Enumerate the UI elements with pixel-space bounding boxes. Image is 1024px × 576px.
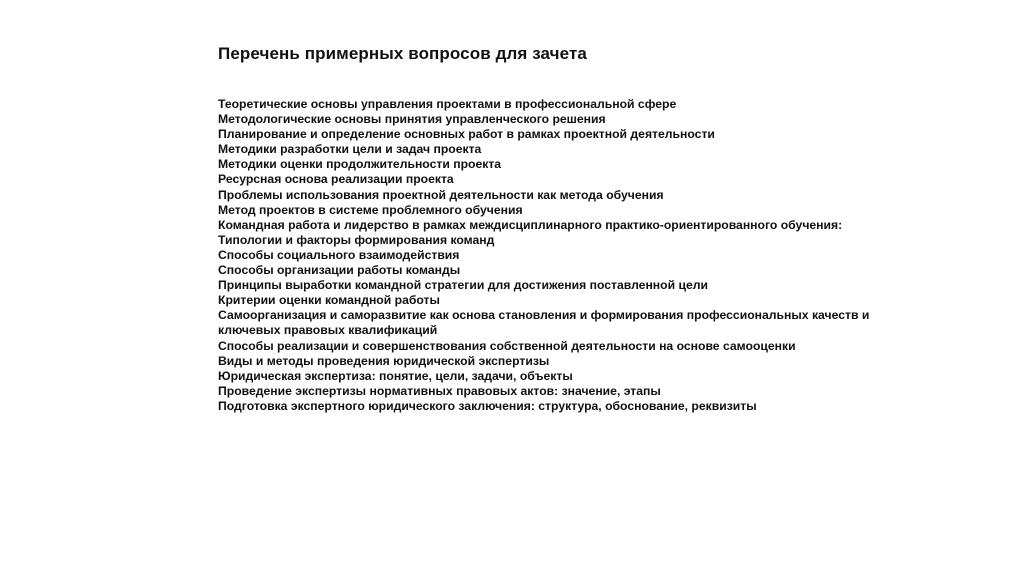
list-item: Проблемы использования проектной деятельности как метода обучения [218,187,664,202]
list-item: Методики разработки цели и задач проекта [218,142,482,157]
list-item: Планирование и определение основных работ в рамках проектной деятельности [218,127,715,142]
slide-title: Перечень примерных вопросов для зачета [218,44,587,63]
list-item: Способы организации работы команды [218,263,461,278]
list-item: Способы реализации и совершенствования собственной деятельности на основе самооценки [218,338,796,353]
list-item: Теоретические основы управления проектами в профессиональной сфере [218,97,677,111]
list-item: Юридическая экспертиза: понятие, цели, задачи, объекты [218,368,573,383]
list-item: Методики оценки продолжительности проекта [218,157,502,172]
list-item: Проведение экспертизы нормативных правовых актов: значение, этапы [218,383,661,398]
questions-list [218,97,918,414]
list-item: Метод проектов в системе проблемного обучения [218,202,523,217]
list-item: Подготовка экспертного юридического заключения: структура, обоснование, реквизиты [218,398,757,413]
list-item: Командная работа и лидерство в рамках междисциплинарного практико-ориентированного обучения: [218,217,843,232]
list-item: Критерии оценки командной работы [218,293,440,308]
list-item: Ресурсная основа реализации проекта [218,172,454,187]
list-item: Виды и методы проведения юридической экспертизы [218,353,550,368]
list-item-continuation: ключевых правовых квалификаций [218,323,438,338]
list-item: Типологии и факторы формирования команд [218,232,495,247]
list-item: Способы социального взаимодействия [218,247,460,262]
list-item: Самоорганизация и саморазвитие как основа становления и формирования профессиональных качеств и [218,308,870,323]
list-item: Методологические основы принятия управленческого решения [218,112,606,127]
list-item: Принципы выработки командной стратегии для достижения поставленной цели [218,278,708,293]
